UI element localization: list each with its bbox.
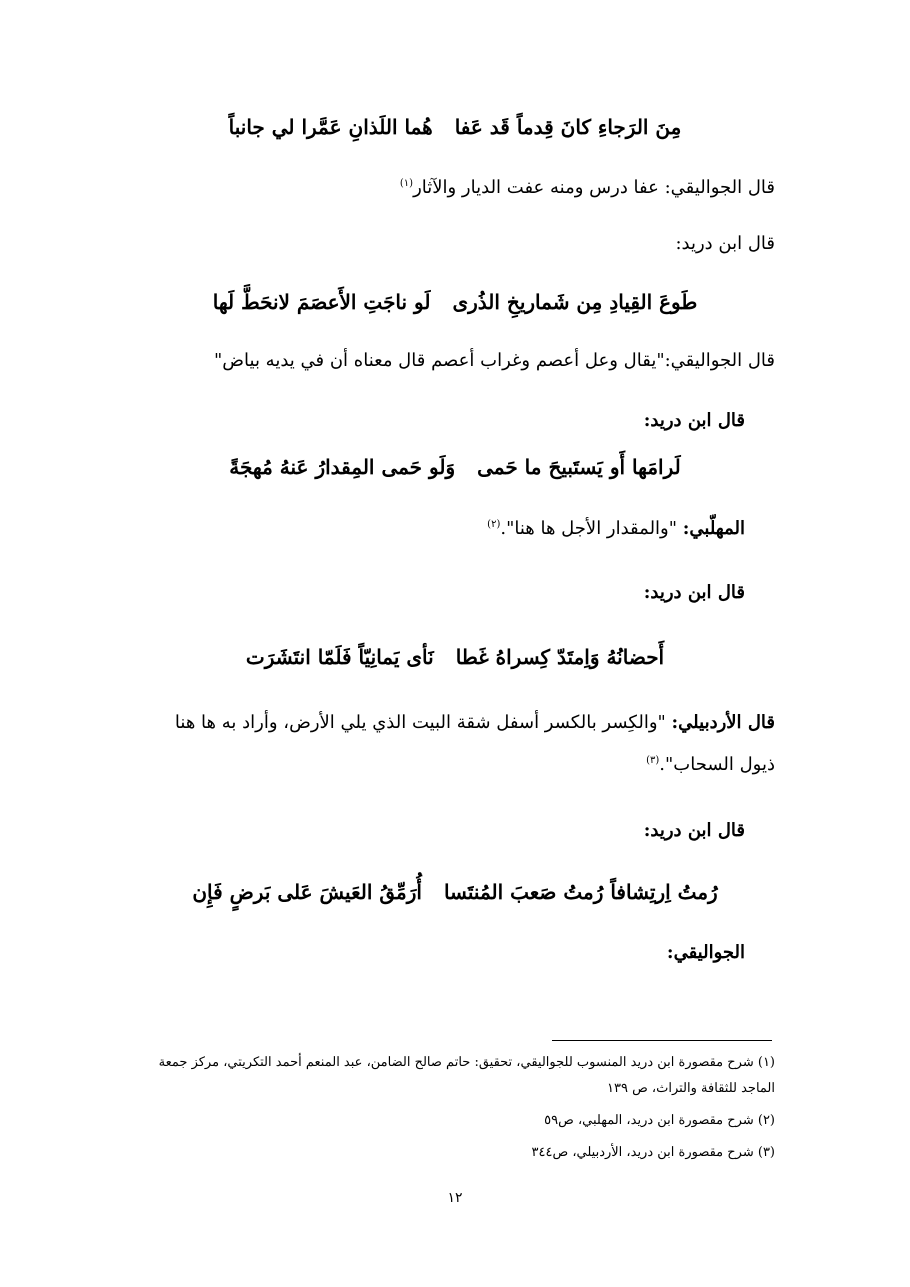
footnote-ref-3: (٣) xyxy=(646,755,660,766)
jawaliqi-comment-1 xyxy=(400,177,775,198)
jawaliqi-comment-2: قال الجواليقي:"يقال وعل أعصم وغراب أعصم قال معناه أن في يديه بياض" xyxy=(213,350,775,371)
ibn-durayd-heading-2: قال ابن دريد: xyxy=(643,582,745,603)
footnote-divider xyxy=(552,1040,772,1041)
ardabili-comment xyxy=(150,704,775,784)
jawaliqi-comment-1-text: قال الجواليقي: عفا درس ومنه عفت الديار والآثار xyxy=(413,177,775,198)
verse-5-first-hemistich: أُرَمِّقُ العَيشَ عَلى بَرضٍ فَإِن xyxy=(192,880,422,904)
ibn-durayd-intro-plain: قال ابن دريد: xyxy=(675,233,775,254)
verse-5-second-hemistich: رُمتُ اِرتِشافاً رُمتُ صَعبَ المُنتَسا xyxy=(443,880,718,904)
ardabili-text: "والكِسر بالكسر أسفل شقة البيت الذي يلي الأرض، وأراد به ها هنا ذيول السحاب". xyxy=(174,712,775,775)
verse-4-first-hemistich: نَأى يَمانِيّاً فَلَمّا انتَشَرَت xyxy=(245,645,434,669)
muhallabi-text: "والمقدار الأجل ها هنا". xyxy=(500,518,683,539)
verse-1-second-hemistich: مِنَ الرَجاءِ كانَ قِدماً قَد عَفا xyxy=(454,115,682,139)
jawaliqi-heading: الجواليقي: xyxy=(666,942,745,963)
ibn-durayd-heading-1: قال ابن دريد: xyxy=(643,410,745,431)
verse-1-first-hemistich: هُما اللَذانِ عَمَّرا لي جانباً xyxy=(228,115,433,139)
muhallabi-label: المهلّبي: xyxy=(682,518,745,539)
page-number: ١٢ xyxy=(447,1190,463,1206)
ibn-durayd-heading-3: قال ابن دريد: xyxy=(643,820,745,841)
footnotes xyxy=(150,1050,775,1172)
verse-2-first-hemistich: لَو ناجَتِ الأَعصَمَ لانحَطَّ لَها xyxy=(212,290,431,314)
verse-2-second-hemistich: طَوعَ القِيادِ مِن شَماريخِ الذُرى xyxy=(452,290,698,314)
verse-5 xyxy=(150,880,760,904)
footnote-3: (٣) شرح مقصورة ابن دريد، الأردبيلي، ص٣٤٤ xyxy=(531,1145,775,1160)
verse-3 xyxy=(150,455,760,479)
verse-3-first-hemistich: وَلَو حَمى المِقدارُ عَنهُ مُهجَةً xyxy=(229,455,456,479)
footnote-ref-1: (١) xyxy=(399,178,414,189)
verse-1 xyxy=(150,115,760,139)
footnote-ref-2: (٢) xyxy=(487,519,501,530)
footnote-1: (١) شرح مقصورة ابن دريد المنسوب للجواليقي، تحقيق: حاتم صالح الضامن، عبد المنعم أحمد التكريتي، مركز جمعة الماجد للثقافة والتراث، ص ١٣٩ xyxy=(158,1055,775,1096)
verse-2 xyxy=(150,290,760,314)
verse-4 xyxy=(150,645,760,669)
verse-3-second-hemistich: لَرامَها أَو يَستَبيحَ ما حَمى xyxy=(477,455,681,479)
verse-4-second-hemistich: أَحضانُهُ وَاِمتَدّ كِسراهُ غَطا xyxy=(455,645,665,669)
footnote-2: (٢) شرح مقصورة ابن دريد، المهلبي، ص٥٩ xyxy=(544,1113,775,1128)
ardabili-label: قال الأردبيلي: xyxy=(671,712,775,733)
muhallabi-comment xyxy=(487,518,745,539)
